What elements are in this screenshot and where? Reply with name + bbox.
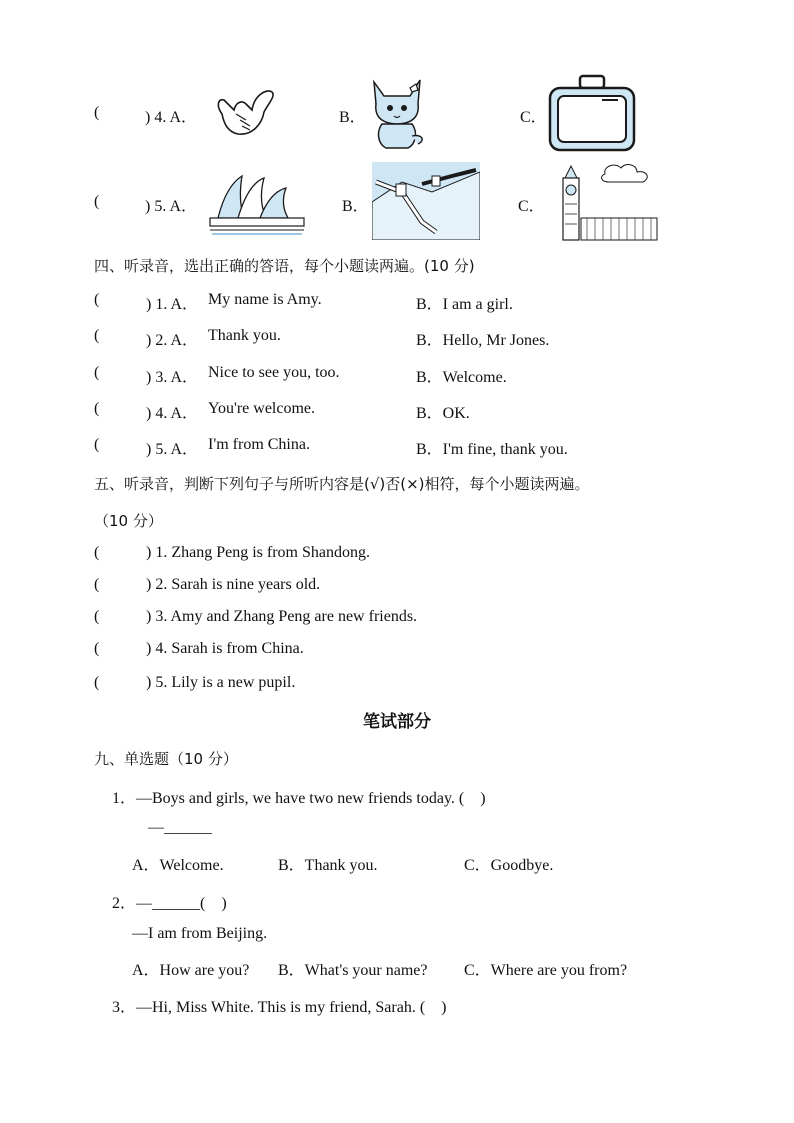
option-a: I'm from China.	[208, 436, 310, 453]
option-b: B．OK.	[416, 405, 470, 422]
bag-picture[interactable]	[546, 74, 638, 154]
option-b-label: B．	[342, 198, 369, 215]
option-c[interactable]: C．Goodbye.	[464, 857, 554, 874]
option-a: You're welcome.	[208, 400, 316, 417]
answer-paren[interactable]: (	[94, 400, 100, 417]
option-a: My name is Amy.	[208, 291, 322, 308]
item-number: ) 4. A．	[146, 405, 199, 422]
answer-paren[interactable]: (	[94, 104, 100, 121]
option-b[interactable]: B．What's your name?	[278, 962, 428, 979]
written-part-title: 笔试部分	[363, 712, 431, 732]
option-a: Thank you.	[208, 327, 281, 344]
option-c[interactable]: C．Where are you from?	[464, 962, 628, 979]
option-b: B．Welcome.	[416, 369, 507, 386]
question-stem: 2．—______( )	[112, 895, 227, 912]
answer-paren[interactable]: (	[94, 364, 100, 381]
item-number: ) 2. A．	[146, 332, 199, 349]
item-number: ) 3. A．	[146, 369, 199, 386]
item-number: ) 1. A．	[146, 296, 199, 313]
opera-house-picture[interactable]	[208, 166, 306, 236]
statement: ) 3. Amy and Zhang Peng are new friends.	[146, 608, 418, 625]
option-a[interactable]: A．Welcome.	[132, 857, 224, 874]
kitten-picture[interactable]	[366, 74, 428, 152]
option-a[interactable]: A．How are you?	[132, 962, 250, 979]
answer-paren[interactable]: (	[94, 608, 100, 625]
big-ben-picture[interactable]	[559, 160, 659, 242]
statement: ) 1. Zhang Peng is from Shandong.	[146, 544, 370, 561]
answer-paren[interactable]: (	[94, 436, 100, 453]
section-9-heading: 九、单选题（10 分）	[94, 750, 238, 768]
answer-paren[interactable]: (	[94, 640, 100, 657]
hand-gesture-picture[interactable]	[212, 84, 280, 140]
question-reply: —I am from Beijing.	[132, 925, 268, 942]
statement: ) 4. Sarah is from China.	[146, 640, 304, 657]
option-a: Nice to see you, too.	[208, 364, 340, 381]
answer-paren[interactable]: (	[94, 544, 100, 561]
answer-paren[interactable]: (	[94, 327, 100, 344]
section-5-score: （10 分）	[94, 512, 163, 530]
option-b-label: B．	[339, 109, 366, 126]
item-number: ) 5. A．	[146, 441, 199, 458]
section-5-heading: 五、听录音，判断下列句子与所听内容是(√)否(×)相符，每个小题读两遍。	[94, 475, 590, 493]
great-wall-picture[interactable]	[372, 162, 480, 240]
statement: ) 5. Lily is a new pupil.	[146, 674, 296, 691]
option-c-label: C．	[520, 109, 547, 126]
question-stem: 3．—Hi, Miss White. This is my friend, Sarah. ( )	[112, 999, 447, 1016]
option-b: B．I'm fine, thank you.	[416, 441, 568, 458]
answer-paren[interactable]: (	[94, 291, 100, 308]
answer-paren[interactable]: (	[94, 674, 100, 691]
option-b: B．I am a girl.	[416, 296, 513, 313]
question-label: ) 5. A．	[145, 198, 198, 215]
section-4-heading: 四、听录音，选出正确的答语，每个小题读两遍。(10 分)	[94, 257, 475, 275]
answer-blank[interactable]: —______	[148, 819, 212, 836]
option-b[interactable]: B．Thank you.	[278, 857, 378, 874]
question-stem: 1．—Boys and girls, we have two new friends today. ( )	[112, 790, 486, 807]
answer-paren[interactable]: (	[94, 576, 100, 593]
question-label: ) 4. A．	[145, 109, 198, 126]
answer-paren[interactable]: (	[94, 193, 100, 210]
statement: ) 2. Sarah is nine years old.	[146, 576, 321, 593]
option-b: B．Hello, Mr Jones.	[416, 332, 550, 349]
option-c-label: C．	[518, 198, 545, 215]
